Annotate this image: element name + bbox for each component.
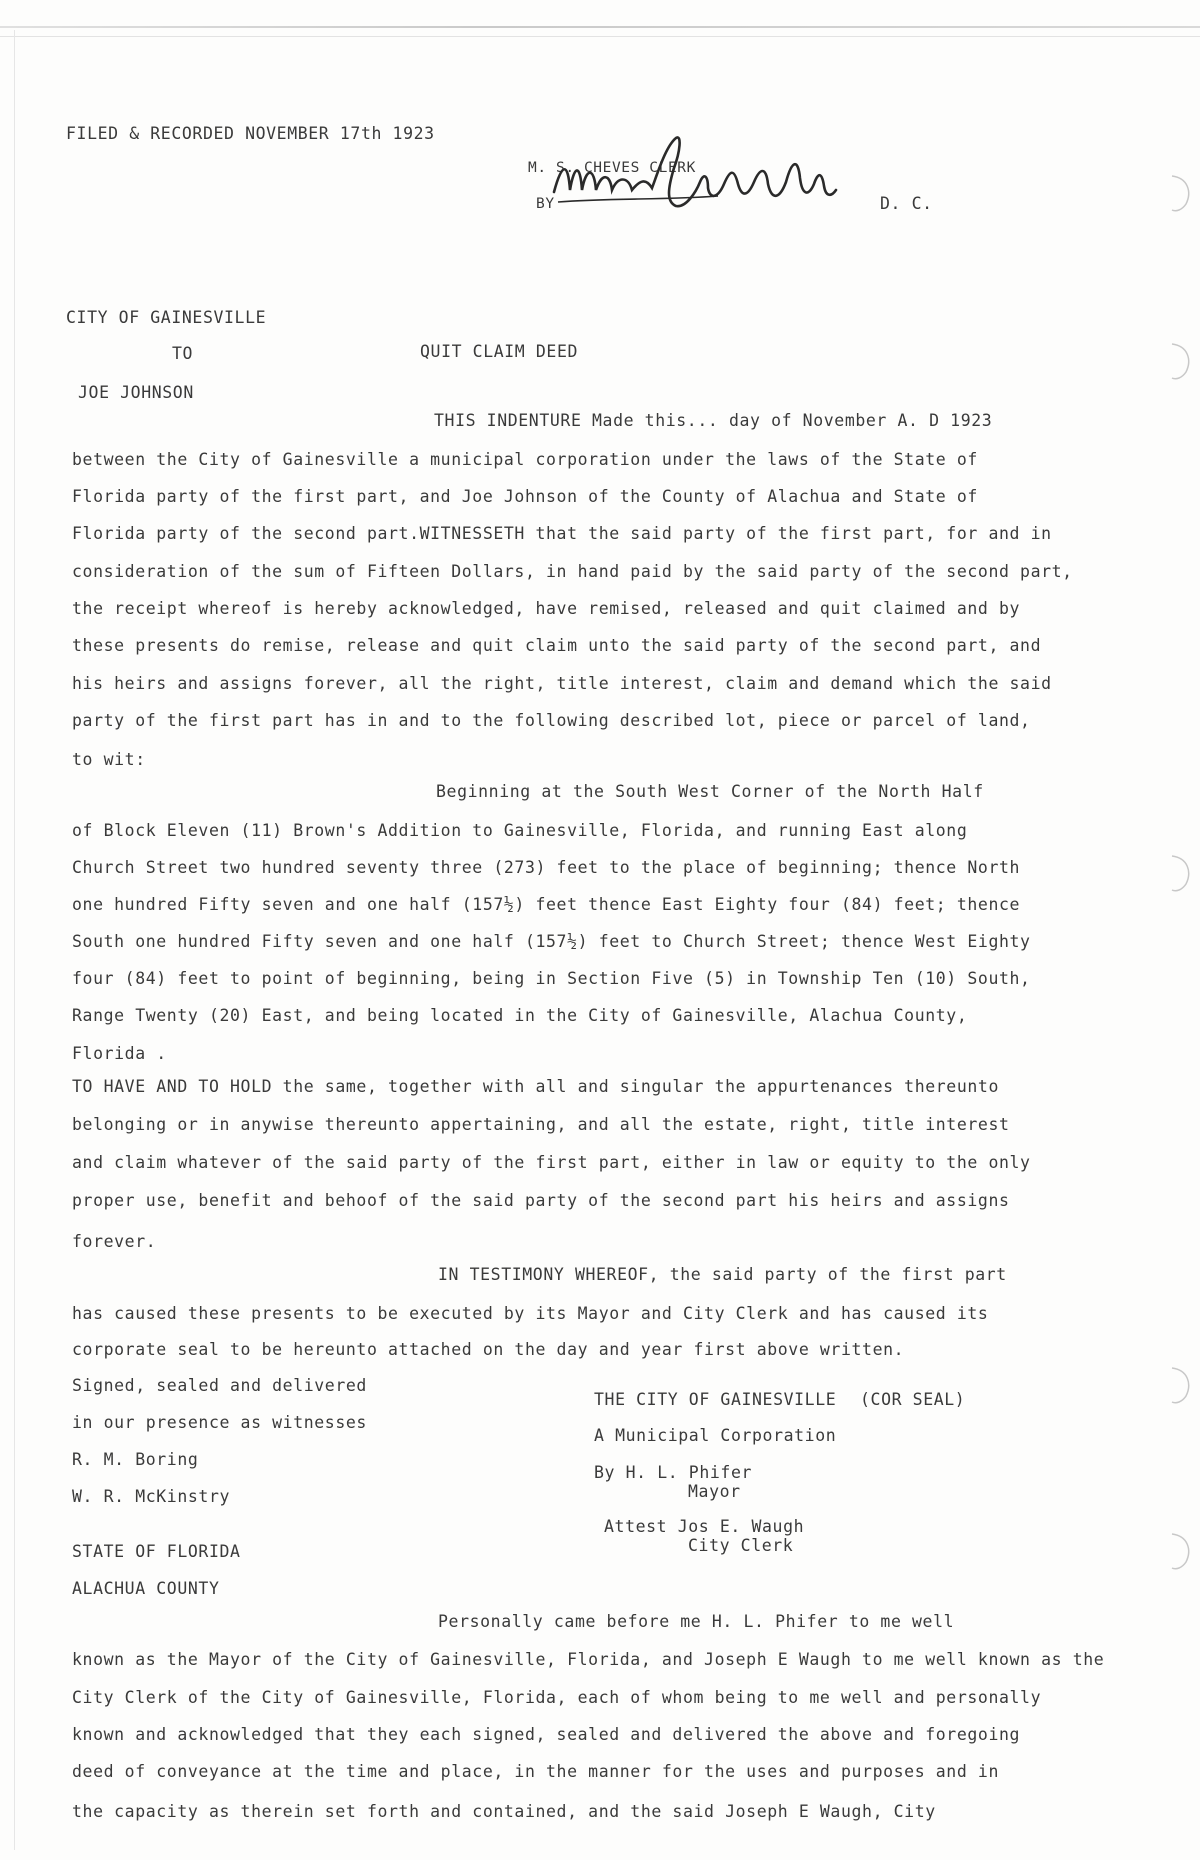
document-title: QUIT CLAIM DEED xyxy=(420,342,579,361)
body-line: these presents do remise, release and quit claim unto the said party of the second part, and xyxy=(72,636,1042,655)
witness-caption: Signed, sealed and delivered xyxy=(72,1376,367,1395)
clerk-title: City Clerk xyxy=(688,1536,794,1555)
clerk-attest: Attest Jos E. Waugh xyxy=(604,1517,805,1536)
habendum-line: proper use, benefit and behoof of the said party of the second part his heirs and assigns xyxy=(72,1191,1010,1210)
deputy-clerk-signature-icon xyxy=(548,132,838,228)
acknowledgment-line: known and acknowledged that they each signed, sealed and delivered the above and foregoing xyxy=(72,1725,1021,1744)
testimony-line: corporate seal to be hereunto attached on the day and year first above written. xyxy=(72,1340,905,1359)
grantor-name: CITY OF GAINESVILLE xyxy=(66,308,267,327)
mayor-title: Mayor xyxy=(688,1482,741,1501)
by-label: BY xyxy=(536,196,555,212)
body-line: consideration of the sum of Fifteen Dollars, in hand paid by the said party of the second part, xyxy=(72,562,1073,581)
binder-hole-icon xyxy=(1168,1364,1194,1406)
legal-description-line: Beginning at the South West Corner of the North Half xyxy=(436,782,984,801)
indenture-line: THIS INDENTURE Made this... day of November A. D 1923 xyxy=(434,411,993,430)
body-line: Florida party of the first part, and Joe Johnson of the County of Alachua and State of xyxy=(72,487,978,506)
top-rule xyxy=(0,26,1200,28)
habendum-line: forever. xyxy=(72,1232,157,1251)
binder-hole-icon xyxy=(1168,172,1194,214)
acknowledgment-line: Personally came before me H. L. Phifer to me well xyxy=(438,1612,955,1631)
body-line: to wit: xyxy=(72,750,146,769)
to-label: TO xyxy=(172,344,194,363)
witness-name: W. R. McKinstry xyxy=(72,1487,231,1506)
witness-caption: in our presence as witnesses xyxy=(72,1413,367,1432)
binder-hole-icon xyxy=(1168,1530,1194,1572)
body-line: Florida party of the second part.WITNESSETH that the said party of the first part, for and in xyxy=(72,524,1052,543)
habendum-line: TO HAVE AND TO HOLD the same, together with all and singular the appurtenances thereunto xyxy=(72,1077,999,1096)
venue-state: STATE OF FLORIDA xyxy=(72,1542,241,1561)
acknowledgment-line: City Clerk of the City of Gainesville, Florida, each of whom being to me well and personally xyxy=(72,1688,1042,1707)
legal-description-line: Florida . xyxy=(72,1044,167,1063)
legal-description-line: of Block Eleven (11) Brown's Addition to Gainesville, Florida, and running East along xyxy=(72,821,968,840)
venue-county: ALACHUA COUNTY xyxy=(72,1579,220,1598)
binder-hole-icon xyxy=(1168,340,1194,382)
deputy-clerk-label: D. C. xyxy=(880,194,933,213)
legal-description-line: Church Street two hundred seventy three (273) feet to the place of beginning; thence North xyxy=(72,858,1021,877)
mayor-signature: By H. L. Phifer xyxy=(594,1463,753,1482)
body-line: party of the first part has in and to the following described lot, piece or parcel of land, xyxy=(72,711,1031,730)
legal-description-line: South one hundred Fifty seven and one half (157½) feet to Church Street; thence West Eighty xyxy=(72,932,1031,951)
acknowledgment-line: known as the Mayor of the City of Gainesville, Florida, and Joseph E Waugh to me well known as the xyxy=(72,1650,1105,1669)
habendum-line: belonging or in anywise thereunto appertaining, and all the estate, right, title interest xyxy=(72,1115,1010,1134)
legal-description-line: four (84) feet to point of beginning, being in Section Five (5) in Township Ten (10) South, xyxy=(72,969,1031,988)
body-line: between the City of Gainesville a municipal corporation under the laws of the State of xyxy=(72,450,978,469)
legal-description-line: Range Twenty (20) East, and being located in the City of Gainesville, Alachua County, xyxy=(72,1006,968,1025)
witness-name: R. M. Boring xyxy=(72,1450,199,1469)
binder-hole-icon xyxy=(1168,852,1194,894)
signatory-entity: THE CITY OF GAINESVILLE xyxy=(594,1390,837,1409)
legal-description-line: one hundred Fifty seven and one half (157½) feet thence East Eighty four (84) feet; thence xyxy=(72,895,1021,914)
top-rule-secondary xyxy=(0,36,1200,37)
testimony-line: has caused these presents to be executed by its Mayor and City Clerk and has caused its xyxy=(72,1304,989,1323)
testimony-line: IN TESTIMONY WHEREOF, the said party of the first part xyxy=(438,1265,1007,1284)
clerk-name: M. S. CHEVES CLERK xyxy=(528,160,696,176)
grantee-name: JOE JOHNSON xyxy=(78,383,194,402)
filed-recorded-stamp: FILED & RECORDED NOVEMBER 17th 1923 xyxy=(66,124,435,143)
acknowledgment-line: the capacity as therein set forth and contained, and the said Joseph E Waugh, City xyxy=(72,1802,936,1821)
habendum-line: and claim whatever of the said party of the first part, either in law or equity to the only xyxy=(72,1153,1031,1172)
body-line: his heirs and assigns forever, all the right, title interest, claim and demand which the said xyxy=(72,674,1052,693)
acknowledgment-line: deed of conveyance at the time and place, in the manner for the uses and purposes and in xyxy=(72,1762,999,1781)
corporate-seal-label: (COR SEAL) xyxy=(860,1390,966,1409)
signatory-description: A Municipal Corporation xyxy=(594,1426,837,1445)
left-margin-rule xyxy=(14,30,15,1850)
body-line: the receipt whereof is hereby acknowledged, have remised, released and quit claimed and by xyxy=(72,599,1021,618)
